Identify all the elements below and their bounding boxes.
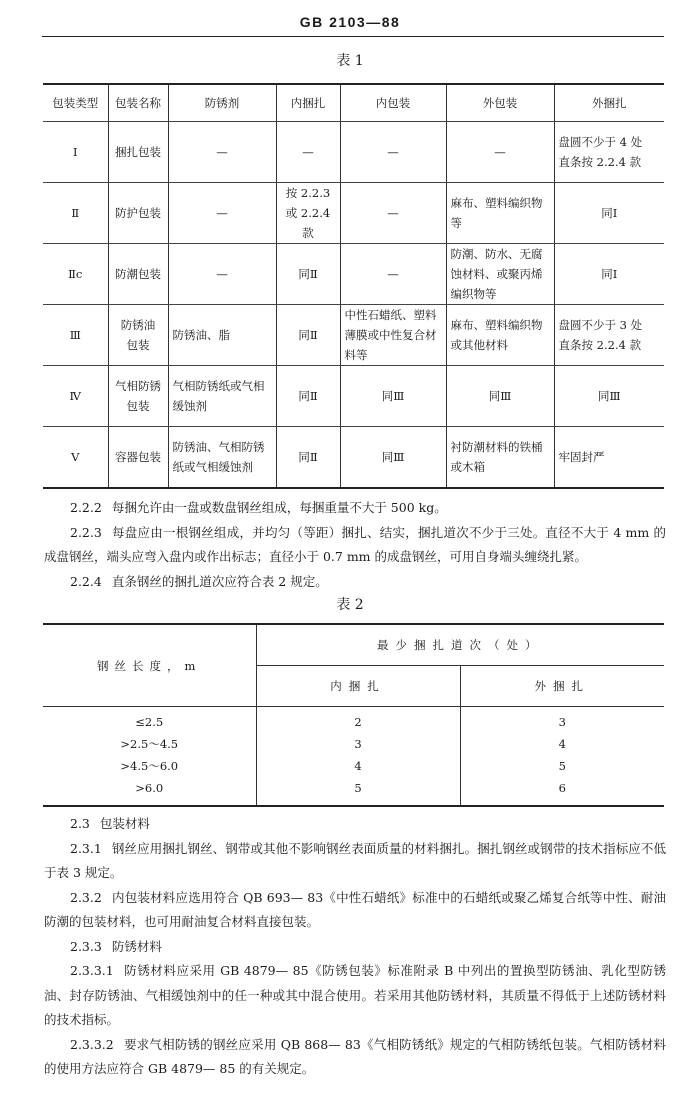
- table1-cell: 同Ⅲ: [340, 427, 446, 489]
- table1-cell: 防锈油、气相防锈纸或气相缓蚀剂: [168, 427, 276, 489]
- table1-header-row: [43, 84, 664, 122]
- table1-cell: 防潮、防水、无腐蚀材料、或聚丙烯编织物等: [446, 244, 554, 305]
- clause-number: 2.3.3.1: [70, 963, 114, 978]
- table1-cell: 中性石蜡纸、塑料薄膜或中性复合材料等: [340, 305, 446, 366]
- table1-header-cell: 内捆扎: [276, 84, 340, 122]
- table2-inner-cell: 5: [256, 777, 460, 806]
- table1-cell: Ⅲ: [43, 305, 108, 366]
- table2-row: [43, 755, 664, 777]
- table1-cell: 同Ⅰ: [554, 244, 664, 305]
- table2-inner-cell: 2: [256, 707, 460, 734]
- table1-cell: 防锈油 包装: [108, 305, 168, 366]
- paragraph-2-3-2: [44, 886, 666, 935]
- paragraph-2-2-3: [44, 521, 666, 570]
- table2-caption: 表 2: [336, 597, 364, 613]
- table2-inner-cell: 4: [256, 755, 460, 777]
- table2-length-cell: ≤2.5: [135, 715, 164, 729]
- clause-text: 每捆允许由一盘或数盘钢丝组成，每捆重量不大于 500 kg。: [111, 500, 447, 515]
- table1-cell: 同Ⅱ: [276, 305, 340, 366]
- table1-cell: 同Ⅱ: [276, 244, 340, 305]
- table2-header-outer: 外捆扎: [460, 666, 664, 707]
- table2-inner-cell: 3: [256, 733, 460, 755]
- clause-text: 要求气相防锈的钢丝应采用 QB 868— 83《气相防锈纸》规定的气相防锈纸包装。气相防锈材料的使用方法应符合 GB 4879— 85 的有关规定。: [44, 1036, 666, 1076]
- table1-cell: —: [340, 244, 446, 305]
- table1-cell: 牢固封严: [554, 427, 664, 489]
- table1-cell: Ⅴ: [71, 450, 80, 464]
- clause-number: 2.2.4: [70, 573, 102, 589]
- clause-number: 2.3.3.2: [70, 1036, 114, 1052]
- table1-cell: 同Ⅲ: [340, 366, 446, 427]
- table2-row: [43, 707, 664, 734]
- clause-text: 内包装材料应选用符合 QB 693— 83《中性石蜡纸》标准中的石蜡纸或聚乙烯复合纸等中性、耐油防潮的包装材料，也可用耐油复合材料直接包装。: [44, 889, 666, 929]
- table1-cell: 防锈油、脂: [168, 305, 276, 366]
- table2-outer-cell: 4: [460, 733, 664, 755]
- table2-header-length: 钢丝长度，m: [43, 624, 256, 707]
- table2-length-cell: >6.0: [135, 781, 164, 795]
- table2-length-cell: >4.5～6.0: [120, 759, 179, 773]
- table1-cell: 衬防潮材料的铁桶或木箱: [446, 427, 554, 489]
- clause-text: 钢丝应用捆扎钢丝、钢带或其他不影响钢丝表面质量的材料捆扎。捆扎钢丝或钢带的技术指标应不低于表 3 规定。: [44, 840, 666, 880]
- table1-header-cell: 外包装: [446, 84, 554, 122]
- table2-row: [43, 777, 664, 806]
- table2-length-cell: >2.5～4.5: [120, 737, 179, 751]
- table1-cell: 同Ⅱ: [276, 366, 340, 427]
- table1-cell: —: [446, 122, 554, 183]
- table1-cell: —: [276, 122, 340, 183]
- table1-row: [43, 122, 664, 183]
- header-rule: [42, 36, 664, 37]
- table1-cell: 盘圆不少于 3 处 直条按 2.2.4 款: [554, 305, 664, 366]
- table1-cell: 同Ⅰ: [554, 183, 664, 244]
- table1-cell: —: [168, 183, 276, 244]
- table2-header-group: 最少捆扎道次（处）: [256, 624, 664, 666]
- table1-header-cell: 内包装: [340, 84, 446, 122]
- table1-cell: 同Ⅲ: [446, 366, 554, 427]
- table1-cell: —: [168, 244, 276, 305]
- table1-cell: 同Ⅲ: [554, 366, 664, 427]
- paragraph-2-3: [44, 812, 666, 837]
- paragraph-2-2-4: [44, 570, 666, 595]
- table2-outer-cell: 5: [460, 755, 664, 777]
- clause-text: 直条钢丝的捆扎道次应符合表 2 规定。: [111, 573, 328, 589]
- table2-outer-cell: 6: [460, 777, 664, 806]
- table1-row: [43, 427, 664, 489]
- section-2-2-paragraphs: [44, 496, 666, 594]
- clause-text: 防锈材料: [111, 938, 162, 954]
- table1-header-cell: 包装类型: [43, 84, 108, 122]
- table1-cell: Ⅱ: [43, 183, 108, 244]
- paragraph-2-3-3-1: [44, 959, 666, 1033]
- table1-cell: 按 2.2.3 或 2.2.4 款: [276, 183, 340, 244]
- clause-text: 防锈材料应采用 GB 4879— 85《防锈包装》标准附录 B 中列出的置换型防锈油、乳化型防锈油、封存防锈油、气相缓蚀剂中的任一种或其中混合使用。若采用其他防锈材料，其质量不得低于上述防锈材料的技术指标。: [44, 963, 666, 1027]
- table1-cell: 防潮包装: [108, 244, 168, 305]
- table1-cell: Ⅰ: [43, 122, 108, 183]
- paragraph-2-2-2: [44, 496, 666, 521]
- table1-cell: Ⅳ: [43, 366, 108, 427]
- clause-text: 包装材料: [99, 816, 150, 831]
- clause-number: 2.3: [70, 816, 90, 831]
- table1-caption: 表 1: [336, 53, 364, 69]
- clause-number: 2.2.2: [70, 500, 102, 515]
- table2: [43, 623, 664, 807]
- table1-header-cell: 外捆扎: [554, 84, 664, 122]
- table1-cell: —: [340, 122, 446, 183]
- table1-cell: 容器包装: [108, 427, 168, 489]
- clause-text: 每盘应由一根钢丝组成，并均匀（等距）捆扎、结实，捆扎道次不少于三处。直径不大于 4 mm 的成盘钢丝，端头应弯入盘内或作出标志；直径小于 0.7 mm 的成盘钢丝，可用自身端头缠绕扎紧。: [44, 524, 666, 564]
- table1-cell: —: [340, 183, 446, 244]
- paragraph-2-3-3: [44, 935, 666, 960]
- table2-outer-cell: 3: [460, 707, 664, 734]
- table1-cell: Ⅱc: [43, 244, 108, 305]
- document-code-header: GB 2103—88: [299, 14, 401, 30]
- clause-number: 2.2.3: [70, 524, 102, 540]
- table1-cell: 气相防锈 包装: [108, 366, 168, 427]
- table2-header-inner: 内捆扎: [256, 666, 460, 707]
- table1-cell: 捆扎包装: [108, 122, 168, 183]
- paragraph-2-3-3-2: [44, 1033, 666, 1082]
- table1: [43, 83, 664, 489]
- table1-row: [43, 305, 664, 366]
- table1-cell: 麻布、塑料编织物或其他材料: [446, 305, 554, 366]
- table1-cell: 防护包装: [108, 183, 168, 244]
- clause-number: 2.3.1: [70, 840, 102, 856]
- table1-row: [43, 244, 664, 305]
- table1-header-cell: 防锈剂: [168, 84, 276, 122]
- table1-row: [43, 183, 664, 244]
- table1-header-cell: 包装名称: [108, 84, 168, 122]
- table1-cell: 同Ⅱ: [276, 427, 340, 489]
- section-2-3-paragraphs: [44, 812, 666, 1082]
- table1-cell: —: [168, 122, 276, 183]
- table1-row: [43, 366, 664, 427]
- table1-cell: 气相防锈纸或气相缓蚀剂: [168, 366, 276, 427]
- table2-row: [43, 733, 664, 755]
- clause-number: 2.3.3: [70, 938, 102, 954]
- table1-cell: 盘圆不少于 4 处 直条按 2.2.4 款: [554, 122, 664, 183]
- table1-cell: 麻布、塑料编织物等: [446, 183, 554, 244]
- paragraph-2-3-1: [44, 837, 666, 886]
- clause-number: 2.3.2: [70, 889, 102, 905]
